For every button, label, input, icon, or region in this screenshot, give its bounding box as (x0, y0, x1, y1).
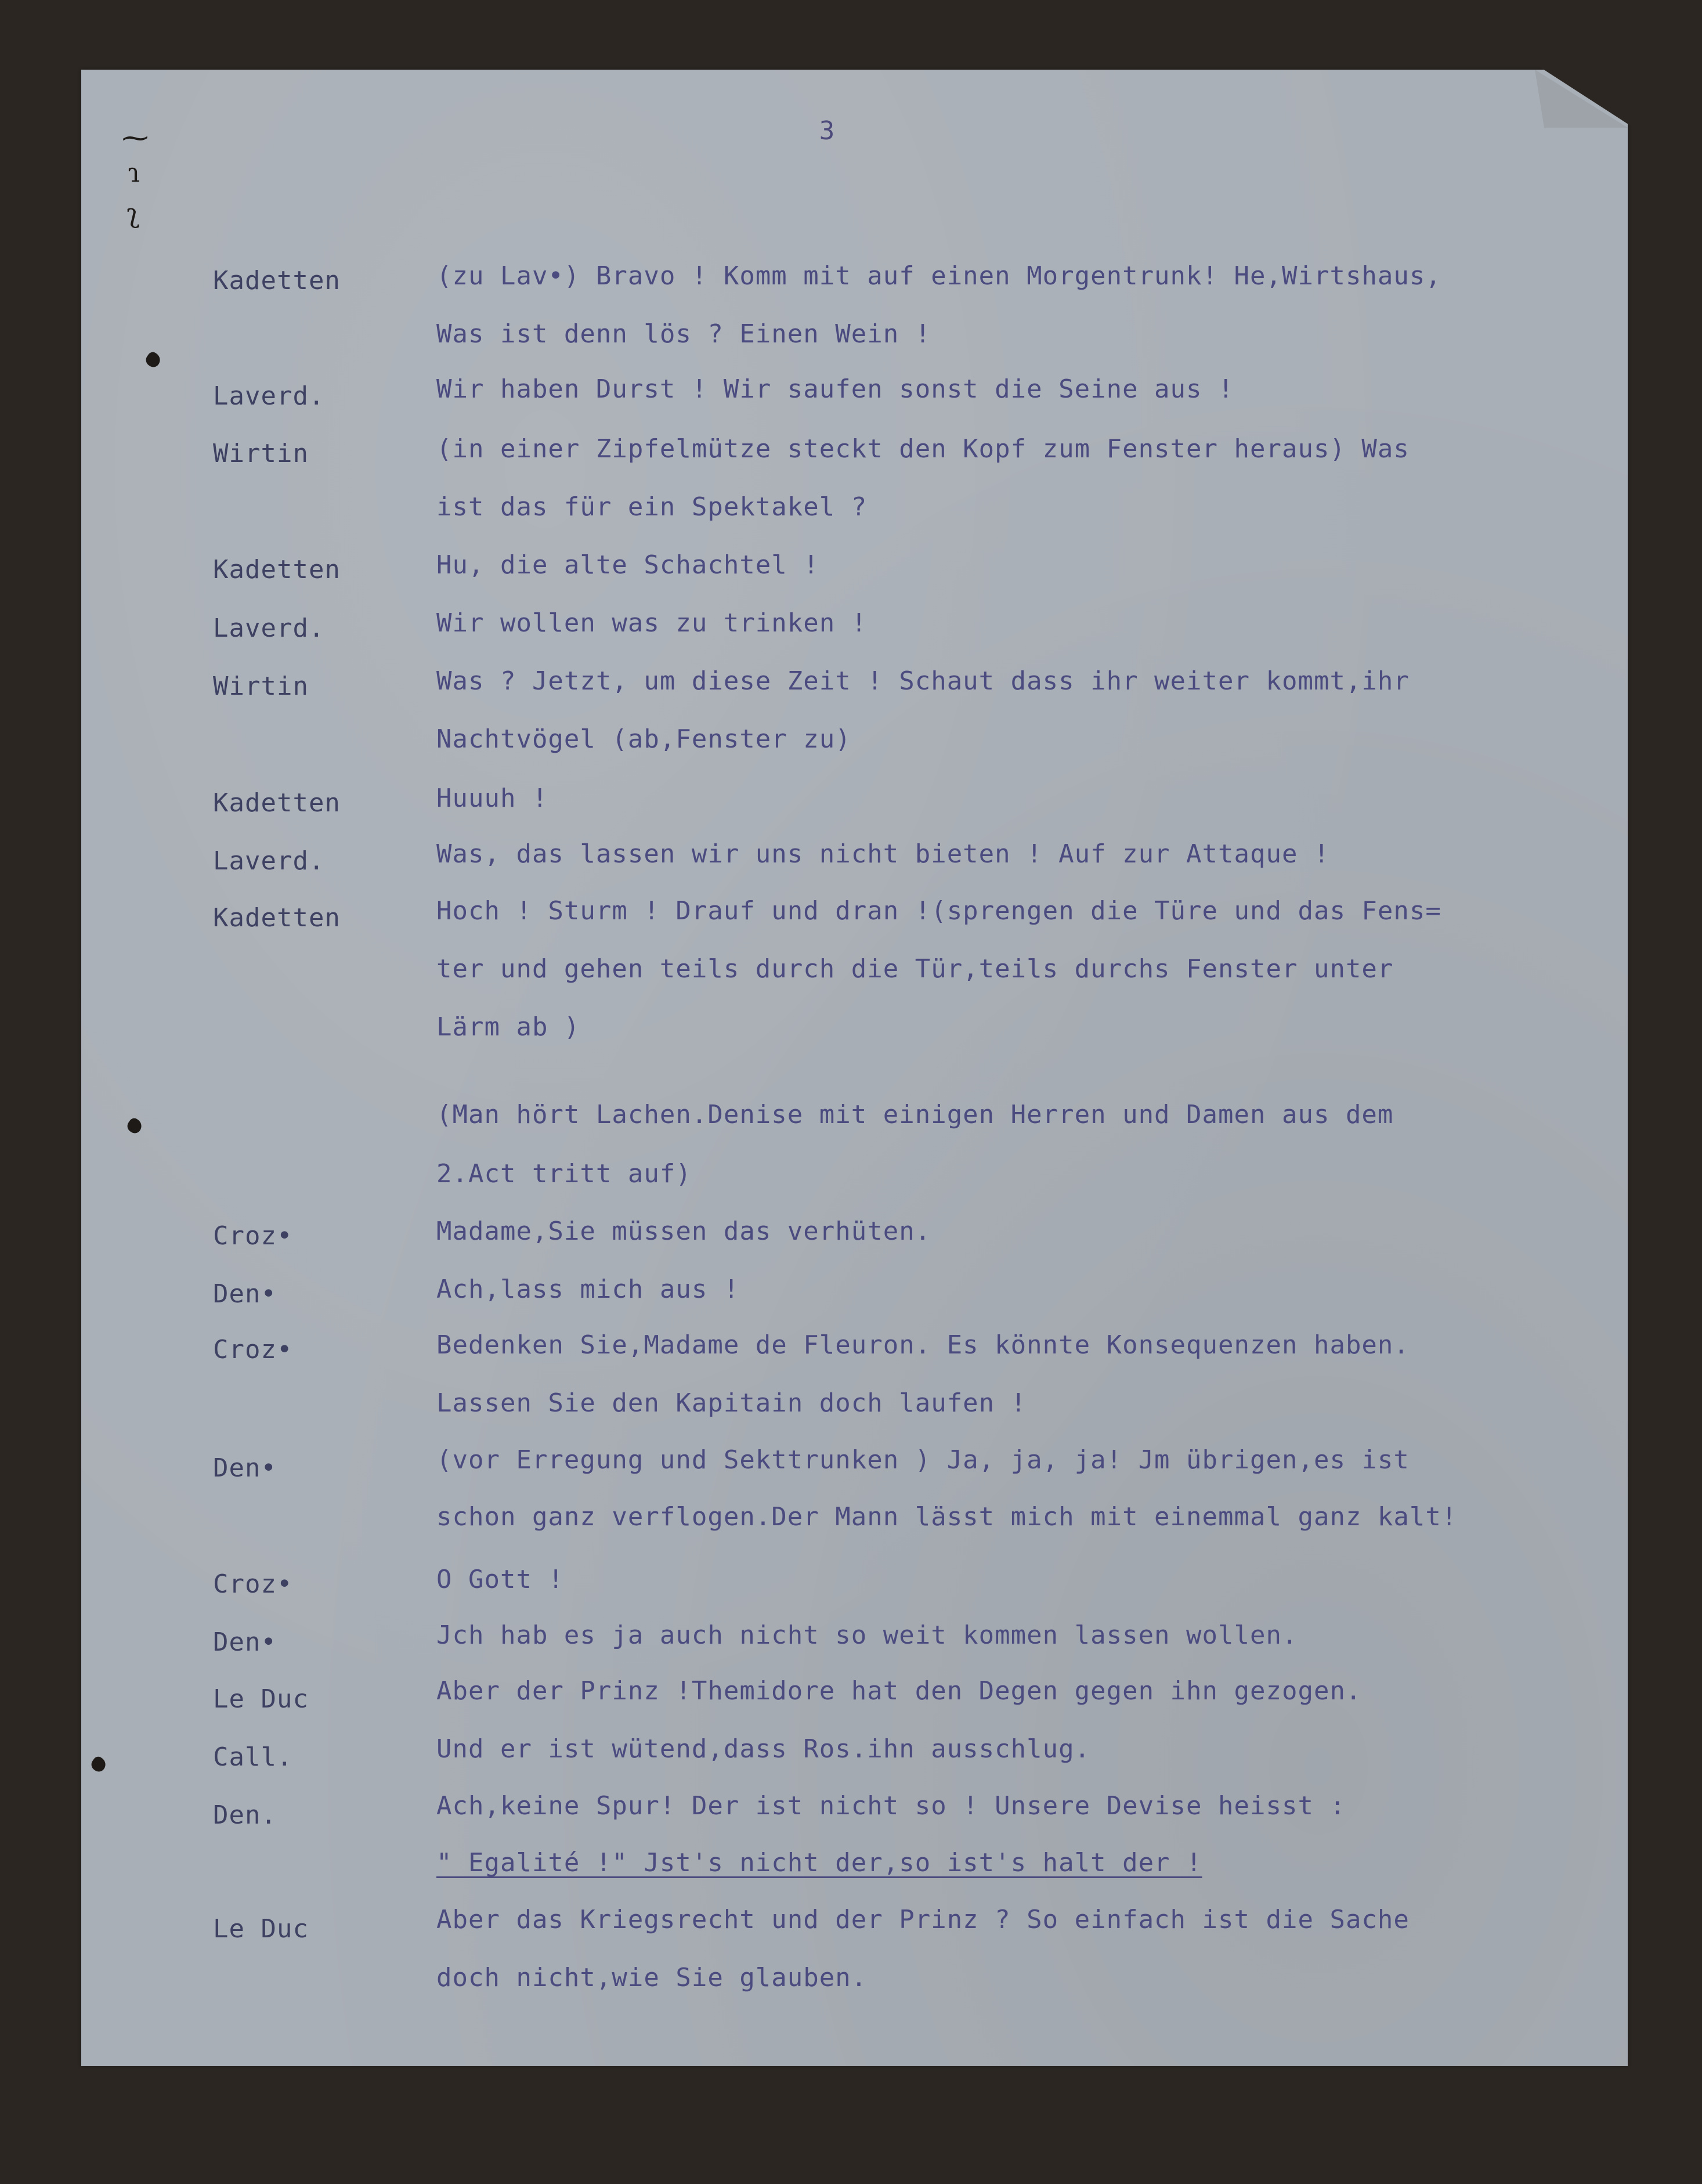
dialogue-line: Was, das lassen wir uns nicht bieten ! Auf zur Attaque ! (436, 839, 1330, 869)
speaker-name: Wirtin (213, 439, 309, 468)
dialogue-line: Wir haben Durst ! Wir saufen sonst die Seine aus ! (436, 374, 1234, 404)
dialogue-line: schon ganz verflogen.Der Mann lässt mich mit einemmal ganz kalt! (436, 1502, 1458, 1532)
dialogue-line: Hoch ! Sturm ! Drauf und dran !(sprengen die Türe und das Fens= (436, 896, 1441, 926)
page-number: 3 (819, 116, 835, 146)
speaker-name: Laverd. (213, 381, 325, 411)
dialogue-line: O Gott ! (436, 1565, 564, 1594)
dialogue-line: ist das für ein Spektakel ? (436, 492, 868, 522)
dialogue-line: ter und gehen teils durch die Tür,teils durchs Fenster unter (436, 954, 1394, 984)
speaker-name: Le Duc (213, 1914, 309, 1944)
dialogue-line: Nachtvögel (ab,Fenster zu) (436, 724, 851, 754)
dialogue-line: Hu, die alte Schachtel ! (436, 550, 819, 580)
dialogue-line: Ach,keine Spur! Der ist nicht so ! Unsere Devise heisst : (436, 1791, 1346, 1821)
dialogue-line: Wir wollen was zu trinken ! (436, 608, 868, 638)
speaker-name: Kadetten (213, 266, 341, 295)
dialogue-line: (zu Lav•) Bravo ! Komm mit auf einen Morgentrunk! He,Wirtshaus, (436, 261, 1441, 291)
margin-tear (125, 1116, 144, 1135)
speaker-name: Den• (213, 1627, 277, 1657)
dialogue-line: Aber der Prinz !Themidore hat den Degen gegen ihn gezogen. (436, 1676, 1362, 1706)
dialogue-line: Was ist denn lös ? Einen Wein ! (436, 319, 931, 349)
speaker-name: Croz• (213, 1569, 293, 1599)
dialogue-line: doch nicht,wie Sie glauben. (436, 1963, 868, 1992)
margin-ink-mark: ʅ (127, 197, 140, 229)
stage-direction: 2.Act tritt auf) (436, 1159, 692, 1189)
dialogue-line: Huuuh ! (436, 784, 548, 813)
dialogue-line: Madame,Sie müssen das verhüten. (436, 1216, 931, 1246)
speaker-name: Den• (213, 1279, 277, 1309)
dialogue-line: Ach,lass mich aus ! (436, 1275, 740, 1304)
dialogue-line: Bedenken Sie,Madame de Fleuron. Es könnte Konsequenzen haben. (436, 1330, 1410, 1360)
dialogue-line: Jch hab es ja auch nicht so weit kommen lassen wollen. (436, 1620, 1298, 1650)
speaker-name: Kadetten (213, 555, 341, 584)
margin-tear (143, 350, 162, 369)
speaker-name: Den. (213, 1800, 277, 1830)
dialogue-line: Lärm ab ) (436, 1012, 580, 1042)
margin-ink-mark: ⁓ (122, 122, 149, 153)
dialogue-line: Lassen Sie den Kapitain doch laufen ! (436, 1388, 1027, 1418)
dialogue-line: (vor Erregung und Sekttrunken ) Ja, ja, ja! Jm übrigen,es ist (436, 1445, 1410, 1475)
speaker-name: Laverd. (213, 846, 325, 876)
dialogue-line: Was ? Jetzt, um diese Zeit ! Schaut dass ihr weiter kommt,ihr (436, 666, 1410, 696)
dialogue-line-underlined (436, 1848, 1202, 1878)
document-page (81, 70, 1628, 2066)
dialogue-line: Und er ist wütend,dass Ros.ihn ausschlug. (436, 1734, 1091, 1764)
stage-direction: (Man hört Lachen.Denise mit einigen Herren und Damen aus dem (436, 1100, 1394, 1129)
dialogue-line: (in einer Zipfelmütze steckt den Kopf zum Fenster heraus) Was (436, 434, 1410, 464)
speaker-name: Wirtin (213, 672, 309, 701)
speaker-name: Call. (213, 1742, 293, 1772)
speaker-name: Den• (213, 1453, 277, 1483)
speaker-name: Laverd. (213, 613, 325, 643)
speaker-name: Kadetten (213, 903, 341, 933)
speaker-name: Le Duc (213, 1684, 309, 1714)
speaker-name: Croz• (213, 1335, 293, 1364)
speaker-name: Kadetten (213, 788, 341, 818)
dialogue-line-text: " Egalité !" Jst's nicht der,so ist's halt der ! (436, 1848, 1202, 1878)
margin-ink-mark: ɿ (128, 157, 140, 188)
margin-tear (89, 1755, 108, 1774)
dialogue-line: Aber das Kriegsrecht und der Prinz ? So einfach ist die Sache (436, 1905, 1410, 1934)
speaker-name: Croz• (213, 1221, 293, 1251)
